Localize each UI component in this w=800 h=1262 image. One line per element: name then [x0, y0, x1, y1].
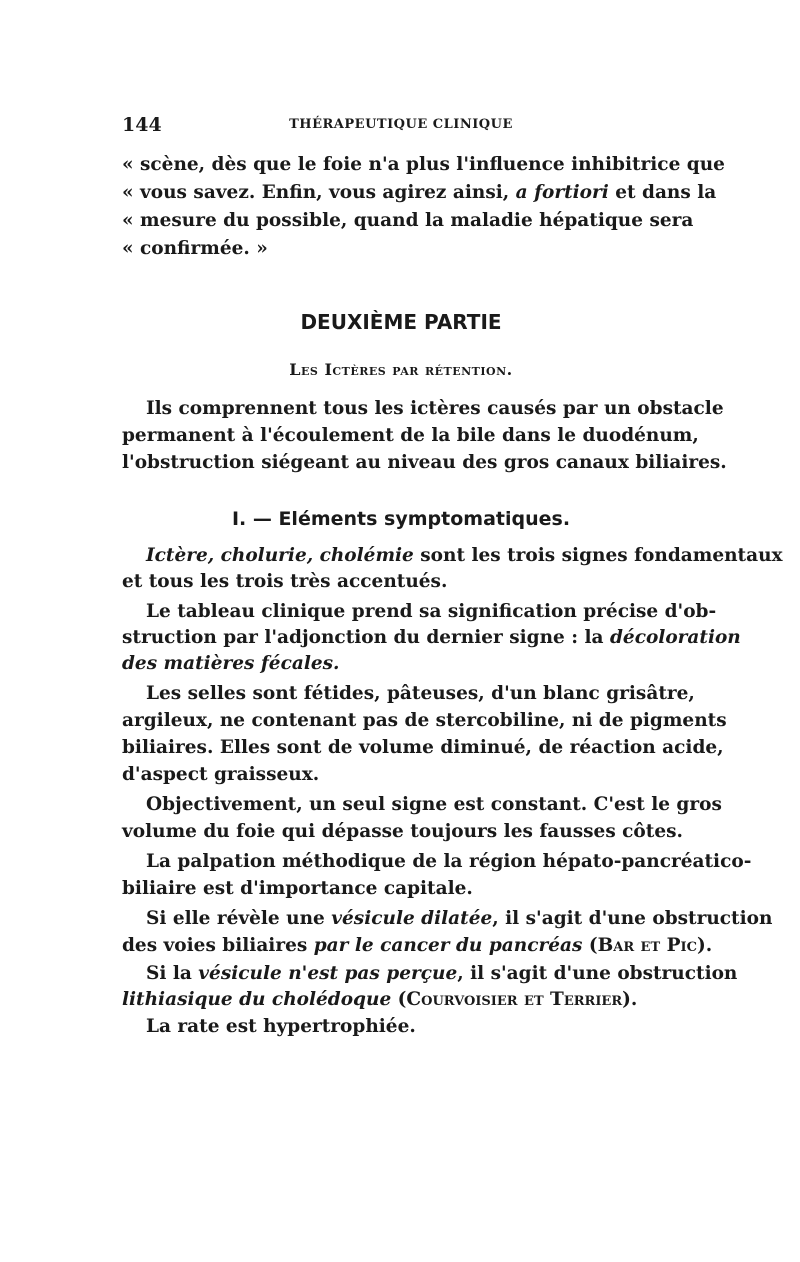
italic-span: vésicule dilatée — [331, 908, 493, 929]
intro-line-2: permanent à l'écoulement de la bile dans le duodénum, — [122, 425, 699, 446]
text-span: struction par l'adjonction du dernier signe : la — [122, 627, 610, 648]
body-line — [122, 651, 680, 677]
italic-span: des matières fécales. — [122, 653, 340, 674]
text-span: ( — [582, 935, 598, 956]
body-line: Objectivement, un seul signe est constant. C'est le gros — [146, 794, 722, 815]
body-line: biliaires. Elles sont de volume diminué, de réaction acide, — [122, 737, 724, 758]
text-span: ). — [696, 935, 713, 956]
body-line — [122, 543, 783, 569]
text-span: Si elle révèle une — [146, 908, 332, 929]
text-span: Si la — [146, 963, 199, 984]
quote-line-2-tail: et dans la — [608, 182, 717, 203]
body-line: La palpation méthodique de la région hépato-pancréatico- — [146, 851, 752, 872]
body-line: argileux, ne contenant pas de stercobiline, ni de pigments — [122, 710, 727, 731]
body-line — [122, 625, 741, 651]
section-title: I. — Eléments symptomatiques. — [231, 508, 571, 530]
intro-line-1: Ils comprennent tous les ictères causés par un obstacle — [146, 398, 724, 419]
italic-span: décoloration — [609, 627, 741, 648]
italic-span: lithiasique du cholédoque — [122, 989, 392, 1010]
body-line: d'aspect graisseux. — [122, 764, 320, 785]
text-span: sont les trois signes fondamentaux — [413, 545, 783, 566]
body-line: biliaire est d'importance capitale. — [122, 878, 473, 899]
quote-line-3: « mesure du possible, quand la maladie hépatique sera — [122, 210, 694, 231]
page-number: 144 — [122, 114, 162, 136]
body-line — [122, 933, 713, 959]
quote-italic: a fortiori — [515, 182, 609, 203]
body-line: volume du foie qui dépasse toujours les fausses côtes. — [122, 821, 683, 842]
body-line: et tous les trois très accentués. — [122, 571, 448, 592]
author-names: Bar et Pic — [597, 935, 697, 956]
quote-line-2-text: « vous savez. Enfin, vous agirez ainsi, — [122, 182, 516, 203]
body-line: La rate est hypertrophiée. — [146, 1016, 416, 1037]
intro-line-3: l'obstruction siégeant au niveau des gros canaux biliaires. — [122, 452, 727, 473]
quote-line-2 — [122, 180, 717, 206]
text-span: des voies biliaires — [122, 935, 314, 956]
chapter-title: Les Ictères par rétention. — [289, 360, 513, 379]
body-line — [122, 906, 773, 932]
body-line — [122, 987, 680, 1013]
italic-span: par le cancer du pancréas — [313, 935, 583, 956]
text-span: ). — [622, 989, 638, 1010]
quote-line-4: « confirmée. » — [122, 238, 268, 259]
author-names: Courvoisier et Terrier — [406, 989, 623, 1010]
running-title: THÉRAPEUTIQUE CLINIQUE — [289, 117, 513, 132]
italic-span: Ictère, cholurie, cholémie — [146, 545, 414, 566]
part-title: DEUXIÈME PARTIE — [300, 310, 502, 334]
body-line: Le tableau clinique prend sa signification précise d'ob- — [146, 601, 717, 622]
italic-span: vésicule n'est pas perçue — [198, 963, 458, 984]
body-line — [122, 961, 738, 987]
body-line: Les selles sont fétides, pâteuses, d'un blanc grisâtre, — [146, 683, 695, 704]
text-span: ( — [391, 989, 407, 1010]
text-span: , il s'agit d'une obstruction — [457, 963, 738, 984]
text-span: , il s'agit d'une obstruction — [492, 908, 773, 929]
running-header — [122, 114, 680, 140]
quote-line-1: « scène, dès que le foie n'a plus l'influence inhibitrice que — [122, 154, 725, 175]
